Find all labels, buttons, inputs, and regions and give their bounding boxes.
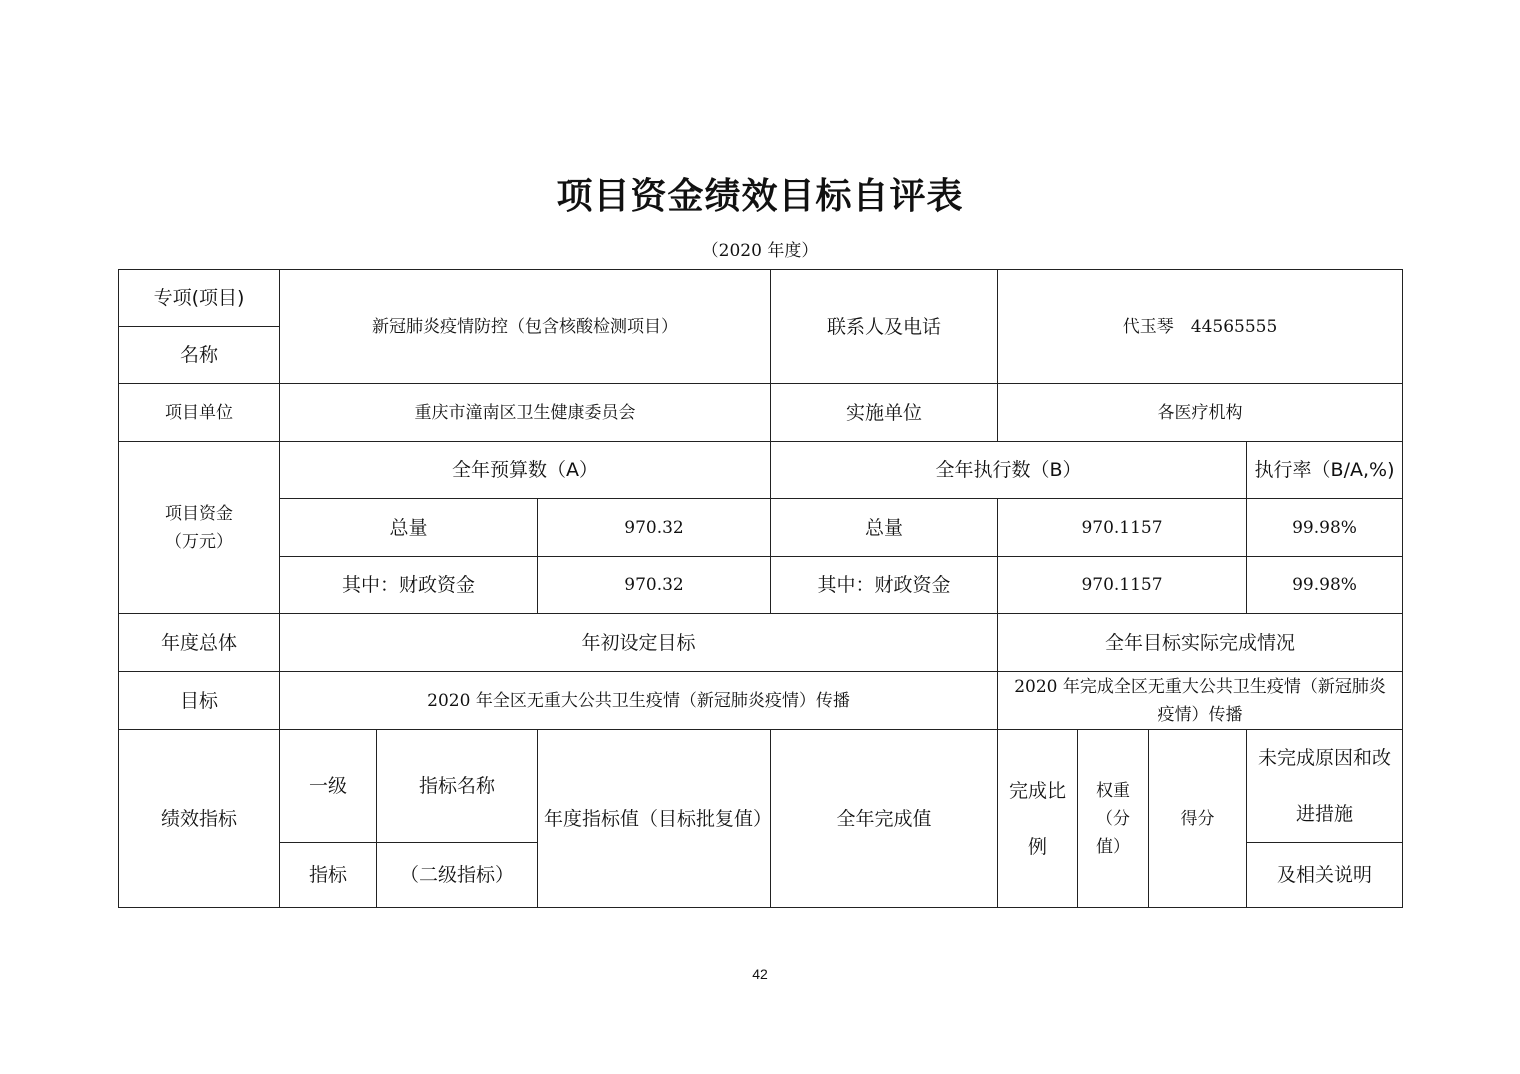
exec-header: 全年执行数（B） bbox=[771, 442, 1247, 499]
document-year: （2020 年度） bbox=[701, 241, 819, 261]
row-project-name-1 bbox=[119, 270, 1403, 327]
total-label-b: 总量 bbox=[771, 499, 998, 557]
evaluation-table bbox=[118, 269, 1403, 908]
row-goals-value bbox=[119, 672, 1403, 730]
total-rate: 99.98% bbox=[1247, 499, 1403, 557]
page-number: 42 bbox=[752, 966, 768, 982]
project-name-label-1: 专项(项目) bbox=[119, 270, 280, 327]
row-funds-header bbox=[119, 442, 1403, 499]
project-unit-value: 重庆市潼南区卫生健康委员会 bbox=[280, 384, 771, 442]
indicators-label: 绩效指标 bbox=[119, 730, 280, 908]
fiscal-budget: 970.32 bbox=[538, 557, 771, 614]
impl-unit-value: 各医疗机构 bbox=[998, 384, 1403, 442]
contact-label: 联系人及电话 bbox=[771, 270, 998, 384]
full-year-header: 全年完成值 bbox=[771, 730, 998, 908]
row-goals-header bbox=[119, 614, 1403, 672]
funds-label-line2: （万元） bbox=[165, 531, 233, 552]
reason-header-1: 未完成原因和改进措施 bbox=[1247, 730, 1403, 843]
row-unit bbox=[119, 384, 1403, 442]
fiscal-executed: 970.1157 bbox=[998, 557, 1247, 614]
weight-header: 权重（分值） bbox=[1078, 730, 1149, 908]
indicator-name-label-2: （二级指标） bbox=[377, 843, 538, 908]
annual-value-header: 年度指标值（目标批复值） bbox=[538, 730, 771, 908]
goals-actual-header: 全年目标实际完成情况 bbox=[998, 614, 1403, 672]
row-funds-total bbox=[119, 499, 1403, 557]
total-label-a: 总量 bbox=[280, 499, 538, 557]
goals-set-header: 年初设定目标 bbox=[280, 614, 998, 672]
completion-header: 完成比例 bbox=[998, 730, 1078, 908]
contact-value: 代玉琴 44565555 bbox=[998, 270, 1403, 384]
budget-header: 全年预算数（A） bbox=[280, 442, 771, 499]
project-unit-label: 项目单位 bbox=[119, 384, 280, 442]
rate-header: 执行率（B/A,%) bbox=[1247, 442, 1403, 499]
score-header: 得分 bbox=[1149, 730, 1247, 908]
row-funds-fiscal bbox=[119, 557, 1403, 614]
fiscal-label-a: 其中：财政资金 bbox=[280, 557, 538, 614]
level-label-2: 指标 bbox=[280, 843, 377, 908]
fiscal-rate: 99.98% bbox=[1247, 557, 1403, 614]
project-name-value: 新冠肺炎疫情防控（包含核酸检测项目） bbox=[280, 270, 771, 384]
goals-actual-value: 2020 年完成全区无重大公共卫生疫情（新冠肺炎疫情）传播 bbox=[998, 672, 1403, 730]
total-budget: 970.32 bbox=[538, 499, 771, 557]
funds-label-line1: 项目资金 bbox=[165, 503, 233, 524]
impl-unit-label: 实施单位 bbox=[771, 384, 998, 442]
goals-label-2: 目标 bbox=[119, 672, 280, 730]
total-executed: 970.1157 bbox=[998, 499, 1247, 557]
project-name-label-2: 名称 bbox=[119, 327, 280, 384]
fiscal-label-b: 其中：财政资金 bbox=[771, 557, 998, 614]
funds-label bbox=[119, 442, 280, 614]
goals-label-1: 年度总体 bbox=[119, 614, 280, 672]
reason-header-2: 及相关说明 bbox=[1247, 843, 1403, 908]
goals-set-value: 2020 年全区无重大公共卫生疫情（新冠肺炎疫情）传播 bbox=[280, 672, 998, 730]
level-label-1: 一级 bbox=[280, 730, 377, 843]
document-title: 项目资金绩效目标自评表 bbox=[556, 175, 964, 217]
row-indicators-1 bbox=[119, 730, 1403, 843]
indicator-name-label-1: 指标名称 bbox=[377, 730, 538, 843]
